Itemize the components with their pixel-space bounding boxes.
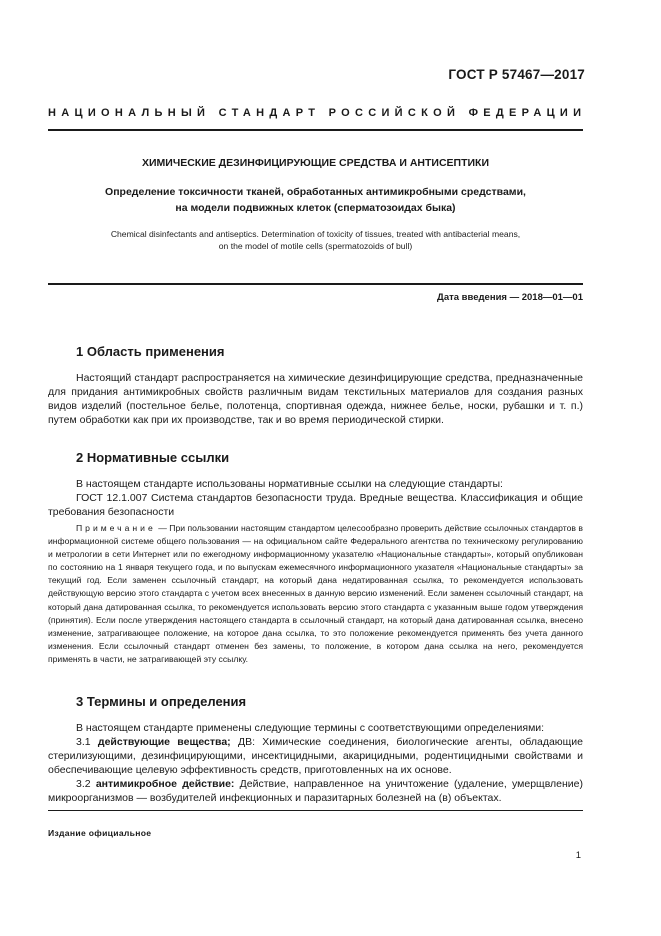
english-title-line-2: on the model of motile cells (spermatozoids of bull) — [218, 241, 413, 251]
term-3-2 — [48, 777, 583, 805]
subtitle-line-2: на модели подвижных клеток (сперматозоидах быка) — [175, 202, 456, 214]
page-number: 1 — [575, 850, 581, 861]
section-1-heading: 1 Область применения — [76, 344, 225, 359]
section-2-reference: ГОСТ 12.1.007 Система стандартов безопасности труда. Вредные вещества. Классификация и общие требования безопасности — [48, 492, 583, 518]
subtitle-line-1: Определение токсичности тканей, обработанных антимикробными средствами, — [105, 186, 526, 198]
official-edition-label: Издание официальное — [48, 828, 152, 838]
document-title: ХИМИЧЕСКИЕ ДЕЗИНФИЦИРУЮЩИЕ СРЕДСТВА И АНТИСЕПТИКИ — [142, 157, 489, 169]
national-standard-banner: НАЦИОНАЛЬНЫЙ СТАНДАРТ РОССИЙСКОЙ ФЕДЕРАЦИИ — [48, 107, 587, 119]
section-1-body — [48, 371, 583, 427]
section-3-body — [48, 721, 583, 805]
term-3-2-term: антимикробное действие: — [95, 778, 235, 790]
section-3-intro: В настоящем стандарте применены следующие термины с соответствующими определениями: — [76, 722, 545, 734]
section-2-intro: В настоящем стандарте использованы нормативные ссылки на следующие стандарты: — [76, 478, 503, 490]
term-3-2-number: 3.2 — [76, 778, 96, 790]
term-3-1 — [48, 735, 583, 777]
section-2-heading: 2 Нормативные ссылки — [76, 450, 230, 465]
term-3-1-definition: ДВ: Химические соединения, биологические агенты, обладающие стерилизующими, дезинфицирующими, инсектицидными, акарицидными, родентицидными свойствами и обеспечивающие целевую эффективность средств, приготовленных на их основе. — [48, 736, 583, 776]
footer-rule — [48, 810, 583, 811]
english-title-line-1: Chemical disinfectants and antiseptics. Determination of toxicity of tissues, treated with antibacterial means, — [110, 229, 521, 239]
section-2-note — [48, 522, 583, 666]
document-subtitle — [60, 184, 571, 216]
note-label: Примечание — [76, 523, 156, 533]
header-rule — [48, 129, 583, 131]
term-3-1-term: действующие вещества; — [97, 736, 231, 748]
english-title — [60, 228, 571, 252]
section-3-heading: 3 Термины и определения — [76, 694, 247, 709]
introduction-date: Дата введения — 2018—01—01 — [437, 292, 583, 303]
section-2-body — [48, 477, 583, 519]
standard-code: ГОСТ Р 57467—2017 — [448, 67, 585, 82]
term-3-2-definition: Действие, направленное на уничтожение (удаление, умерщвление) микроорганизмов — возбудителей инфекционных и паразитарных болезней на (в) объектах. — [48, 778, 583, 804]
term-3-1-number: 3.1 — [76, 736, 98, 748]
title-rule — [48, 283, 583, 285]
note-text: — При пользовании настоящим стандартом целесообразно проверить действие ссылочных стандартов в информационной системе общего пользования — на официальном сайте Федерального агентства по техническому регулированию и метрологии в сети Интернет или по ежегодному информационному указателю «Национальные стандарты», который опубликован по состоянию на 1 января текущего года, и по выпускам ежемесячного информационного указателя «Национальные стандарты» за текущий год. Если заменен ссылочный стандарт, на который дана недатированная ссылка, то рекомендуется использовать действующую версию этого стандарта с учетом всех внесенных в данную версию изменений. Если заменен ссылочный стандарт, на который дана датированная ссылка, то рекомендуется использовать версию этого стандарта с указанным выше годом утверждения (принятия). Если после утверждения настоящего стандарта в ссылочный стандарт, на который дана датированная ссылка, внесено изменение, затрагивающее положение, на которое дана ссылка, то это положение рекомендуется применять без учета данного изменения. Если ссылочный стандарт отменен без замены, то положение, в котором дана ссылка на него, рекомендуется применять в части, не затрагивающей эту ссылку. — [48, 523, 583, 664]
section-1-paragraph: Настоящий стандарт распространяется на химические дезинфицирующие средства, предназначенные для придания антимикробных свойств различным видам текстильных материалов для создания разных видов изделий (постельное белье, полотенца, спортивная одежда, нижнее белье, носки, рубашки и т. п.) путем обработки как при их производстве, так и во время периодической стирки. — [48, 372, 583, 426]
